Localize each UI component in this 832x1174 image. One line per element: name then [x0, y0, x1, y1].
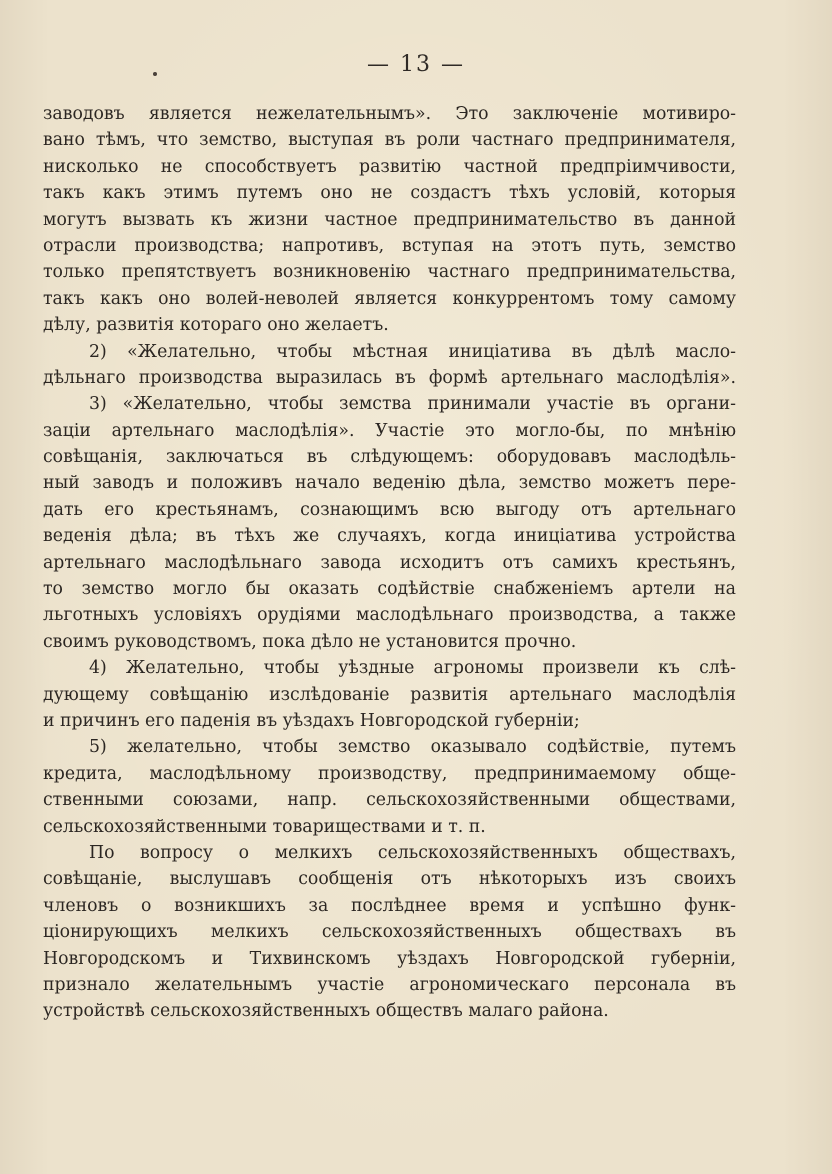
text-line: то земство могло бы оказать содѣйствіе снабженіемъ артели на	[43, 579, 736, 600]
text-line: 5) желательно, чтобы земство оказывало содѣйствіе, путемъ	[89, 737, 736, 758]
text-line: совѣщаніе, выслушавъ сообщенія отъ нѣкоторыхъ изъ своихъ	[43, 869, 736, 890]
text-line: ный заводъ и положивъ начало веденію дѣла, земство можетъ пере-	[43, 473, 736, 494]
text-line: устройствѣ сельскохозяйственныхъ обществъ малаго района.	[43, 1001, 609, 1022]
text-line: членовъ о возникшихъ за послѣднее время и успѣшно функ-	[43, 895, 736, 916]
text-line: ственными союзами, напр. сельскохозяйственными обществами,	[43, 790, 736, 811]
text-line: своимъ руководствомъ, пока дѣло не установится прочно.	[43, 631, 577, 652]
text-line: дующему совѣщанію изслѣдованіе развитія артельнаго маслодѣлія	[43, 684, 736, 705]
text-line: нисколько не способствуетъ развитію частной предпріимчивости,	[43, 156, 736, 177]
text-line: заводовъ является нежелательнымъ». Это заключеніе мотивиро-	[43, 104, 736, 124]
text-line: признало желательнымъ участіе агрономическаго персонала въ	[43, 974, 736, 995]
text-line: дать его крестьянамъ, сознающимъ всю выгоду отъ артельнаго	[43, 499, 736, 520]
text-line: По вопросу о мелкихъ сельскохозяйственныхъ обществахъ,	[89, 842, 736, 863]
text-line: артельнаго маслодѣльнаго завода исходитъ отъ самихъ крестьянъ,	[43, 552, 736, 573]
text-line: сельскохозяйственными товариществами и т. п.	[43, 816, 486, 837]
text-line: такъ какъ этимъ путемъ оно не создастъ тѣхъ условій, которыя	[43, 183, 736, 204]
text-line: вано тѣмъ, что земство, выступая въ роли частнаго предпринимателя,	[43, 130, 736, 151]
text-line: ціонирующихъ мелкихъ сельскохозяйственныхъ обществахъ въ	[43, 922, 736, 943]
text-line: 3) «Желательно, чтобы земства принимали участіе въ органи-	[89, 394, 736, 415]
text-line: заціи артельнаго маслодѣлія». Участіе это могло-бы, по мнѣнію	[43, 420, 736, 441]
text-line: кредита, маслодѣльному производству, предпринимаемому обще-	[43, 763, 736, 784]
text-line: могутъ вызвать къ жизни частное предпринимательство въ данной	[43, 209, 736, 230]
text-line: Новгородскомъ и Тихвинскомъ уѣздахъ Новгородской губерніи,	[43, 948, 736, 969]
page-number: — 13 —	[367, 52, 465, 77]
text-line: дѣльнаго производства выразилась въ формѣ артельнаго маслодѣлія».	[43, 367, 736, 388]
text-line: 2) «Желательно, чтобы мѣстная иниціатива въ дѣлѣ масло-	[89, 341, 736, 362]
text-line: и причинъ его паденія въ уѣздахъ Новгородской губерніи;	[43, 710, 580, 731]
text-line: 4) Желательно, чтобы уѣздные агрономы произвели къ слѣ-	[89, 658, 736, 679]
text-line: такъ какъ оно волей-неволей является конкуррентомъ тому самому	[43, 288, 736, 309]
body-text	[43, 101, 736, 1025]
text-line: совѣщанія, заключаться въ слѣдующемъ: оборудовавъ маслодѣль-	[43, 447, 736, 468]
text-line: льготныхъ условіяхъ орудіями маслодѣльнаго производства, а также	[43, 605, 736, 626]
text-line: отрасли производства; напротивъ, вступая на этотъ путь, земство	[43, 235, 736, 256]
text-line: дѣлу, развитія котораго оно желаетъ.	[43, 315, 389, 336]
text-line: веденія дѣла; въ тѣхъ же случаяхъ, когда иниціатива устройства	[43, 526, 736, 547]
text-line: только препятствуетъ возникновенію частнаго предпринимательства,	[43, 262, 736, 283]
